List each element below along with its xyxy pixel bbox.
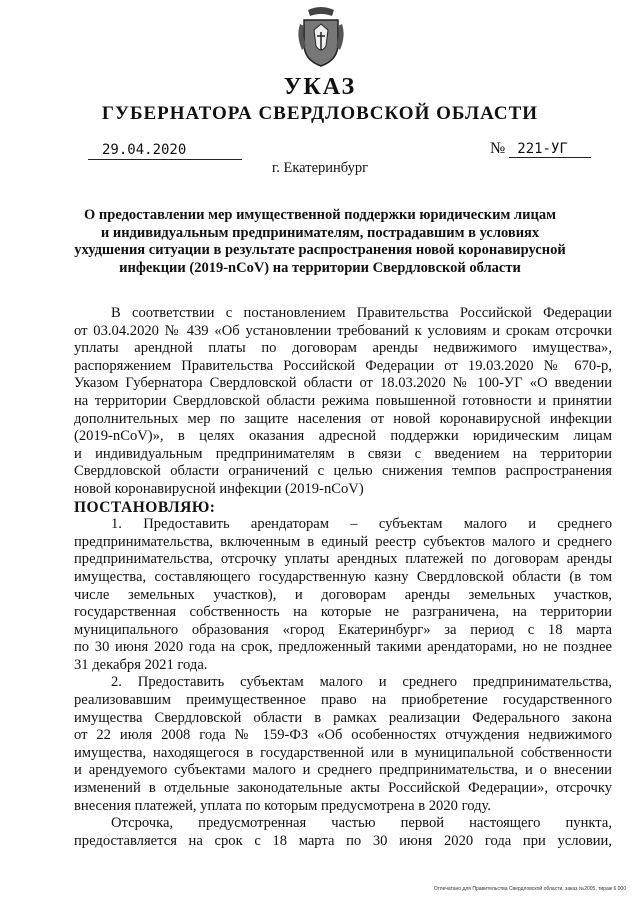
document-subtitle: ГУБЕРНАТОРА СВЕРДЛОВСКОЙ ОБЛАСТИ bbox=[101, 103, 539, 124]
body-line: числе земельных участков), и договорам аренды земельных участков, bbox=[74, 586, 612, 603]
document-date: 29.04.2020 bbox=[88, 142, 242, 160]
decree-keyword: ПОСТАНОВЛЯЮ: bbox=[74, 498, 216, 516]
heading-line: ухудшения ситуации в результате распространения новой коронавирусной bbox=[74, 242, 566, 258]
body-line: реализовавшим преимущественное право на приобретение государственного bbox=[74, 692, 612, 709]
document-number-block bbox=[490, 140, 591, 158]
document-heading bbox=[60, 207, 580, 277]
number-label: № bbox=[490, 140, 506, 157]
body-line: изменений в отдельные законодательные акты Российской Федерации», отсрочку bbox=[74, 780, 612, 797]
heading-line: и индивидуальным предпринимателям, пострадавшим в условиях bbox=[100, 224, 540, 241]
body-line: и индивидуальным предпринимателям в связи с введением на территории bbox=[74, 445, 612, 462]
body-line: 31 декабря 2021 года. bbox=[74, 656, 208, 673]
heading-line: инфекции (2019-nCoV) на территории Свердловской области bbox=[119, 259, 521, 276]
body-line: Отсрочка, предусмотренная частью первой настоящего пункта, bbox=[111, 815, 612, 832]
body-line: предпринимательства, отсрочку уплаты арендных платежей по договорам аренды bbox=[74, 551, 612, 568]
heading-line: О предоставлении мер имущественной поддержки юридическим лицам bbox=[84, 207, 556, 223]
body-line: распоряжением Правительства Российской Федерации от 19.03.2020 № 670-р, bbox=[74, 357, 612, 374]
body-line: по 30 июня 2020 года на срок, предложенный такими арендаторами, но не позднее bbox=[74, 639, 612, 656]
body-line: имущества, составляющего государственную казну Свердловской области (в том bbox=[74, 568, 612, 585]
body-line: (2019-nCoV)», в целях оказания адресной поддержки юридическим лицам bbox=[74, 428, 612, 445]
body-line: новой коронавирусной инфекции (2019-nCoV) bbox=[74, 480, 364, 497]
body-line: имущества, находящегося в государственной или в муниципальной собственности bbox=[74, 744, 612, 761]
body-line: внесения платежей, уплата по которым предусмотрена в 2020 году. bbox=[74, 797, 492, 814]
coat-of-arms-icon bbox=[296, 6, 346, 68]
body-line: предоставляется на срок с 18 марта по 30 июня 2020 года при условии, bbox=[74, 832, 612, 849]
document-body bbox=[74, 305, 612, 850]
body-line: Указом Губернатора Свердловской области от 18.03.2020 № 100-УГ «О введении bbox=[74, 375, 612, 392]
document-number: 221-УГ bbox=[509, 141, 591, 158]
document-city: г. Екатеринбург bbox=[271, 160, 369, 176]
body-line: 2. Предоставить субъектам малого и среднего предпринимательства, bbox=[111, 674, 612, 691]
body-line: 1. Предоставить арендаторам – субъектам малого и среднего bbox=[111, 516, 612, 533]
body-line: и арендуемого субъектами малого и среднего предпринимательства, и о внесении bbox=[74, 762, 612, 779]
body-line: государственная собственность на которые не разграничена, на территории bbox=[74, 604, 612, 621]
body-line: муниципального образования «город Екатеринбург» за период с 18 марта bbox=[74, 621, 612, 638]
body-line: уплаты арендной платы по договорам аренды недвижимого имущества», bbox=[74, 340, 612, 357]
body-line: Свердловской области ограничений с целью снижения темпов распространения bbox=[74, 463, 612, 480]
document-title: УКАЗ bbox=[283, 74, 357, 100]
body-line: В соответствии с постановлением Правительства Российской Федерации bbox=[111, 305, 612, 321]
body-line: от 22 июля 2008 года № 159-ФЗ «Об особенностях отчуждения недвижимого bbox=[74, 727, 612, 744]
body-line: от 03.04.2020 № 439 «Об установлении требований к условиям и срокам отсрочки bbox=[74, 322, 612, 339]
body-line: имущества Свердловской области в рамках реализации Федерального закона bbox=[74, 709, 612, 726]
print-footer: Отпечатано для Правительства Свердловской области, заказ №2005, тираж 6 000 bbox=[433, 886, 626, 892]
body-line: дополнительных мер по защите населения от новой коронавирусной инфекции bbox=[74, 410, 612, 427]
body-line: на территории Свердловской области режима повышенной готовности и принятии bbox=[74, 392, 612, 409]
body-line: предпринимательства, включенным в единый реестр субъектов малого и среднего bbox=[74, 533, 612, 550]
